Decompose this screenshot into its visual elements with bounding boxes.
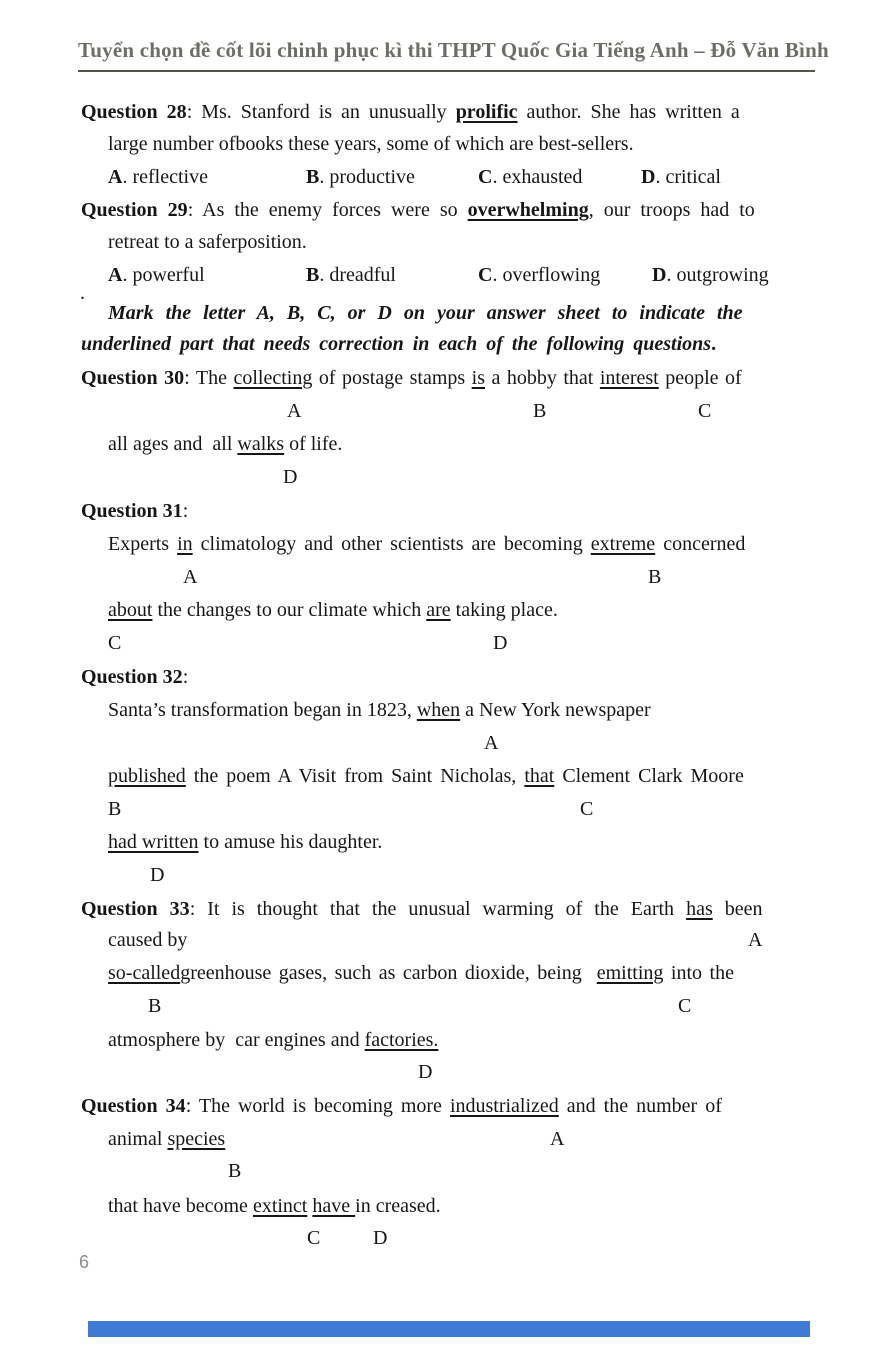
underlined-text: collecting	[233, 367, 313, 389]
q28-options	[0, 164, 891, 191]
underlined-text: overwhelming	[467, 199, 589, 221]
underline-label-B: B	[228, 1160, 242, 1182]
answer-option-A: A. powerful	[108, 264, 205, 286]
text-segment: Experts	[108, 533, 178, 555]
underline-label-C: C	[307, 1227, 321, 1249]
answer-option-C: C. exhausted	[478, 166, 583, 188]
q34-line2	[0, 1126, 891, 1153]
page-number: 6	[79, 1252, 90, 1272]
underlined-text: interest	[599, 367, 659, 389]
text-segment: Question 31	[81, 500, 183, 522]
text-segment: Question 32	[81, 666, 183, 688]
answer-option-B: B. dreadful	[306, 264, 396, 286]
text-run	[108, 300, 743, 326]
q32-heading	[0, 664, 891, 691]
text-segment: Clement Clark Moore	[554, 765, 744, 787]
underlined-text: when	[416, 699, 461, 721]
option-letter: B	[306, 264, 320, 286]
q29-line1	[0, 197, 891, 224]
text-run	[108, 927, 187, 953]
option-letter: D	[641, 166, 656, 188]
q28-line2	[0, 131, 891, 158]
q28-line1	[0, 99, 891, 126]
option-letter: C	[478, 264, 493, 286]
underline-label-B: B	[533, 400, 547, 422]
text-run	[81, 99, 740, 125]
text-segment: and the number of	[558, 1095, 722, 1117]
underline-label-C: C	[580, 798, 594, 820]
text-segment: climatology and other scientists are becoming	[192, 533, 591, 555]
q30-labels1	[0, 398, 891, 425]
text-segment: been	[712, 898, 763, 920]
text-segment: :	[182, 666, 189, 688]
text-run	[81, 365, 742, 391]
text-segment: .	[80, 282, 85, 304]
text-run	[108, 763, 744, 789]
text-segment: taking place.	[450, 599, 558, 621]
underlined-text: has	[686, 898, 713, 920]
underlined-text: walks	[237, 433, 285, 455]
text-segment: large number ofbooks these years, some of which are best-sellers.	[108, 133, 634, 155]
q30-line1	[0, 365, 891, 392]
underlined-text: species	[167, 1128, 226, 1150]
text-run	[108, 597, 558, 623]
q34-labels1	[0, 1158, 891, 1185]
text-segment: caused by	[108, 929, 188, 951]
text-run	[81, 664, 188, 690]
text-segment: atmosphere by car engines and	[108, 1029, 365, 1051]
text-segment: .	[711, 333, 717, 355]
text-segment: the changes to our climate which	[152, 599, 427, 621]
text-segment: , our troops had to	[588, 199, 755, 221]
text-segment: :	[182, 500, 189, 522]
answer-option-C: C. overflowing	[478, 264, 601, 286]
q32-line1	[0, 697, 891, 724]
text-run	[81, 896, 763, 922]
underline-label-A: A	[484, 732, 499, 754]
q30-line2	[0, 431, 891, 458]
text-run	[81, 498, 188, 524]
q31-labels1	[0, 564, 891, 591]
underline-label-B: B	[148, 995, 162, 1017]
underline-label-A: A	[550, 1128, 565, 1150]
underlined-text: extreme	[590, 533, 656, 555]
text-segment: : As the enemy forces were so	[187, 199, 468, 221]
text-segment: of life.	[284, 433, 343, 455]
text-segment: Question 33	[81, 898, 190, 920]
underline-label-D: D	[283, 466, 298, 488]
underline-label-D: D	[150, 864, 165, 886]
text-segment: greenhouse gases, such as carbon dioxide, being	[180, 962, 597, 984]
q30-labels2	[0, 464, 891, 491]
answer-option-D: D. critical	[641, 166, 721, 188]
text-segment: : It is thought that the unusual warming of the Earth	[189, 898, 687, 920]
underline-label-A: A	[748, 929, 763, 951]
option-letter: C	[478, 166, 493, 188]
q33-line1	[0, 896, 891, 923]
q31-line2	[0, 597, 891, 624]
text-segment: Mark the letter A, B, C, or D on your answer sheet to indicate the	[108, 302, 743, 324]
q32-line2	[0, 763, 891, 790]
instruction-line1	[0, 300, 891, 327]
underlined-text: prolific	[455, 101, 518, 123]
q33-line2	[0, 927, 891, 954]
underline-label-D: D	[493, 632, 508, 654]
text-segment: all ages and all	[108, 433, 238, 455]
text-segment: that have become	[108, 1195, 253, 1217]
text-segment: in creased.	[355, 1195, 441, 1217]
q29-line2	[0, 229, 891, 256]
q31-line1	[0, 531, 891, 558]
text-segment: concerned	[655, 533, 746, 555]
answer-option-B: B. productive	[306, 166, 415, 188]
underlined-text: are	[426, 599, 451, 621]
text-segment: Question 34	[81, 1095, 186, 1117]
q34-labels2	[0, 1225, 891, 1252]
underlined-text: factories.	[364, 1029, 439, 1051]
instruction-line2	[0, 331, 891, 358]
underlined-text: had written	[108, 831, 199, 853]
underlined-text: extinct	[252, 1195, 308, 1217]
q32-line3	[0, 829, 891, 856]
text-run	[108, 131, 634, 157]
underline-label-D: D	[418, 1061, 433, 1083]
text-segment: a hobby that	[485, 367, 600, 389]
text-run	[108, 697, 651, 723]
text-segment: of postage stamps	[312, 367, 472, 389]
underline-label-C: C	[108, 632, 122, 654]
underlined-text: have	[312, 1195, 356, 1217]
underlined-text: so-called	[108, 962, 181, 984]
text-segment: a New York newspaper	[460, 699, 651, 721]
q31-heading	[0, 498, 891, 525]
option-letter: D	[652, 264, 667, 286]
underlined-text: published	[108, 765, 186, 787]
text-segment: : The world is becoming more	[185, 1095, 450, 1117]
underlined-text: about	[108, 599, 153, 621]
text-run	[81, 197, 755, 223]
text-run	[108, 1126, 225, 1152]
q34-line3	[0, 1193, 891, 1220]
text-segment: : The	[184, 367, 234, 389]
underline-label-D: D	[373, 1227, 388, 1249]
text-segment: animal	[108, 1128, 168, 1150]
text-run	[108, 1193, 441, 1219]
q34-line1	[0, 1093, 891, 1120]
text-segment: author. She has written a	[517, 101, 740, 123]
text-segment: : Ms. Stanford is an unusually	[186, 101, 456, 123]
text-run	[108, 431, 342, 457]
q32-labels1	[0, 730, 891, 757]
text-segment: retreat to a saferposition.	[108, 231, 307, 253]
text-run	[81, 1093, 722, 1119]
underlined-text: in	[177, 533, 193, 555]
q32-labels3	[0, 862, 891, 889]
underlined-text: is	[471, 367, 485, 389]
answer-option-D: D. outgrowing	[652, 264, 769, 286]
text-run	[108, 960, 734, 986]
underline-label-B: B	[108, 798, 122, 820]
text-segment: people of	[658, 367, 742, 389]
page-header	[78, 38, 829, 72]
underline-label-A: A	[183, 566, 198, 588]
q32-labels2	[0, 796, 891, 823]
option-letter: A	[108, 264, 123, 286]
text-run	[108, 531, 745, 557]
text-segment: Santa’s transformation began in 1823,	[108, 699, 417, 721]
underlined-text: emitting	[596, 962, 664, 984]
underline-label-C: C	[698, 400, 712, 422]
underline-label-C: C	[678, 995, 692, 1017]
text-run	[108, 229, 307, 255]
q33-labels2	[0, 1059, 891, 1086]
text-segment: Question 29	[81, 199, 188, 221]
q33-labels1	[0, 993, 891, 1020]
q31-labels2	[0, 630, 891, 657]
q33-line3	[0, 960, 891, 987]
underline-label-A: A	[287, 400, 302, 422]
text-segment: the poem A Visit from Saint Nicholas,	[185, 765, 525, 787]
text-segment: to amuse his daughter.	[198, 831, 383, 853]
text-segment: Question 28	[81, 101, 187, 123]
underlined-text: industrialized	[449, 1095, 559, 1117]
option-letter: B	[306, 166, 320, 188]
text-run	[81, 331, 716, 357]
header-title: Tuyển chọn đề cốt lõi chinh phục kì thi THPT Quốc Gia Tiếng Anh – Đỗ Văn Bình	[78, 38, 829, 62]
q33-line4	[0, 1027, 891, 1054]
option-letter: A	[108, 166, 123, 188]
text-segment: Question 30	[81, 367, 185, 389]
text-run	[108, 1027, 438, 1053]
text-segment: into the	[663, 962, 734, 984]
answer-option-A: A. reflective	[108, 166, 208, 188]
footer-accent-bar	[88, 1321, 810, 1337]
underline-label-B: B	[648, 566, 662, 588]
underlined-text: that	[524, 765, 555, 787]
text-segment: underlined part that needs correction in each of the following questions	[81, 333, 712, 355]
text-run	[108, 829, 382, 855]
